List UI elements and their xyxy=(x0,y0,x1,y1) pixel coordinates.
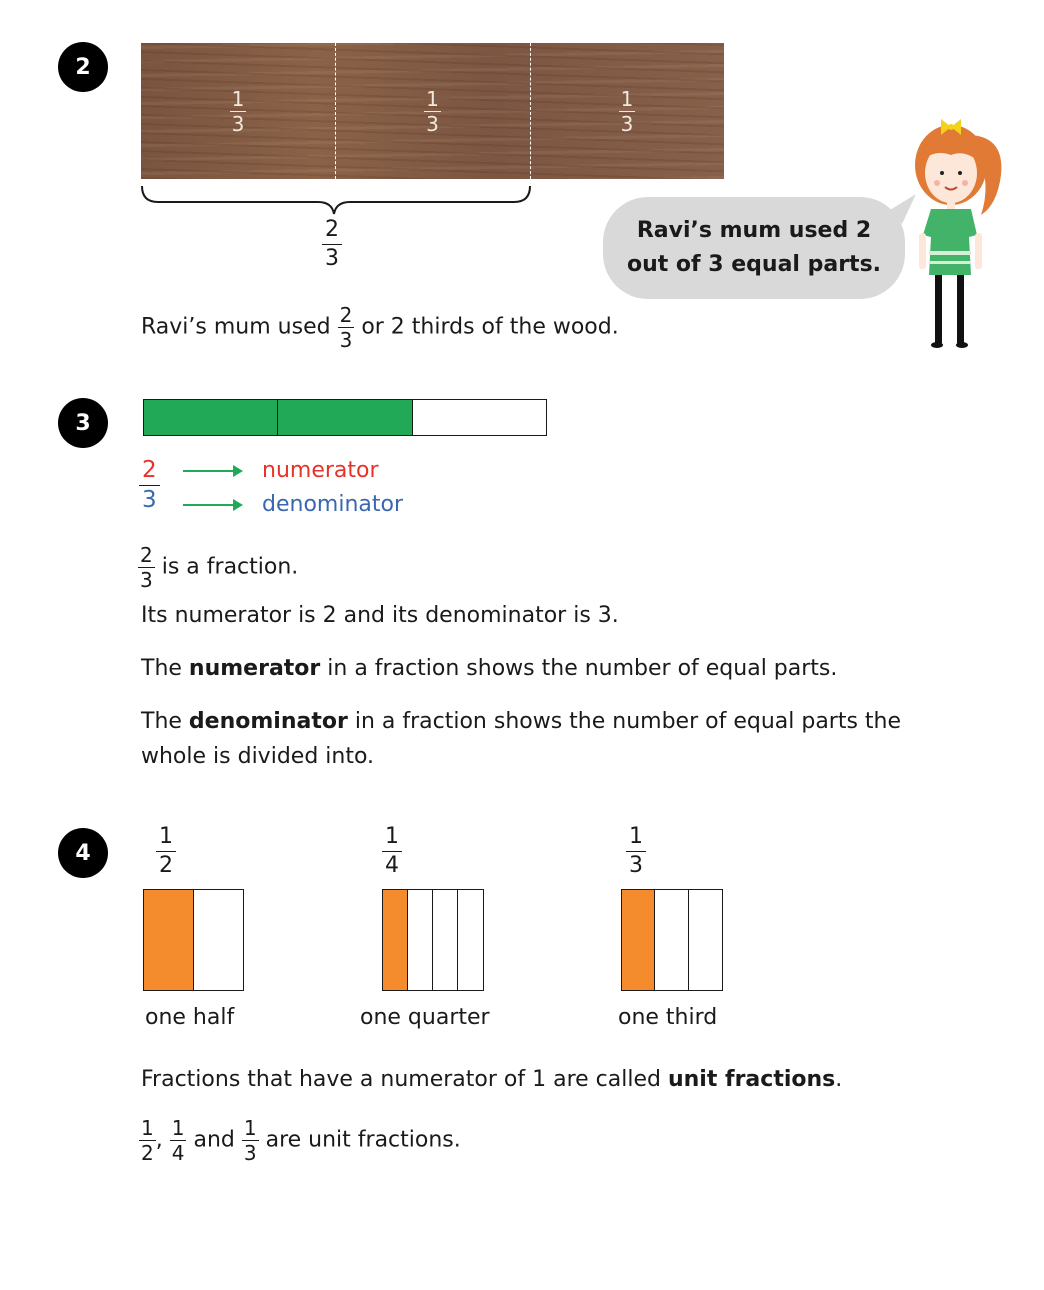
half-fraction: $\frac{1}{2}$ xyxy=(156,826,176,877)
quarter-label: one quarter xyxy=(360,1005,490,1030)
is-fraction-line: $\frac{2}{3}$ is a fraction. xyxy=(140,543,299,592)
unshaded-part xyxy=(655,890,688,990)
denominator-arrow xyxy=(183,504,233,506)
unit-fractions-definition: Fractions that have a numerator of 1 are called unit fractions. xyxy=(141,1067,843,1092)
brace-fraction: $\frac{2}{3}$ xyxy=(322,219,342,270)
numerator-value: 2 xyxy=(139,459,160,486)
ravi-sentence: Ravi’s mum used $\frac{2}{3}$ or 2 thirds of the wood. xyxy=(141,303,619,352)
third-bar xyxy=(621,889,723,991)
unit-fractions-examples: $\frac{1}{2}$ , $\frac{1}{4}$ and $\frac{1}{3}$ are unit fractions. xyxy=(141,1116,461,1165)
shaded-part xyxy=(383,890,408,990)
half-label: one half xyxy=(145,1005,235,1030)
speech-bubble: Ravi’s mum used 2 out of 3 equal parts. xyxy=(603,197,905,299)
denominator-value: 3 xyxy=(142,487,157,513)
numerator-denominator-fraction xyxy=(139,459,160,512)
girl-illustration xyxy=(905,115,1015,355)
half-bar xyxy=(143,889,244,991)
two-thirds-fraction: $\frac{2}{3}$ xyxy=(140,543,153,592)
step-badge-3: 3 xyxy=(58,398,108,448)
two-thirds-bar xyxy=(143,399,547,436)
example-third: $\frac{1}{3}$ xyxy=(243,1116,257,1165)
unshaded-part xyxy=(458,890,483,990)
its-numerator-line: Its numerator is 2 and its denominator is 3. xyxy=(141,603,619,628)
wood-fraction-2: $\frac{1}{3}$ xyxy=(426,86,439,136)
shaded-part xyxy=(144,400,278,435)
wood-fraction-3: $\frac{1}{3}$ xyxy=(620,86,634,136)
quarter-fraction: $\frac{1}{4}$ xyxy=(382,826,402,877)
denominator-arrow-head xyxy=(233,499,243,511)
wood-part-1 xyxy=(141,43,335,179)
unshaded-part xyxy=(433,890,458,990)
wood-plank xyxy=(141,43,724,179)
unshaded-part xyxy=(689,890,722,990)
unshaded-part xyxy=(408,890,433,990)
numerator-label: numerator xyxy=(262,458,379,483)
denominator-label: denominator xyxy=(262,492,404,517)
unshaded-part xyxy=(194,890,244,990)
quarter-bar xyxy=(382,889,484,991)
shaded-part xyxy=(278,400,412,435)
unshaded-part xyxy=(413,400,546,435)
example-half: $\frac{1}{2}$ xyxy=(141,1116,154,1165)
shaded-part xyxy=(622,890,655,990)
step-badge-4: 4 xyxy=(58,828,108,878)
wood-part-3 xyxy=(530,43,724,179)
example-quarter: $\frac{1}{4}$ xyxy=(171,1116,185,1165)
denominator-definition-cont: whole is divided into. xyxy=(141,744,375,769)
wood-fraction-1: $\frac{1}{3}$ xyxy=(231,86,245,136)
numerator-arrow-head xyxy=(233,465,243,477)
numerator-arrow xyxy=(183,470,233,472)
curly-brace xyxy=(136,180,536,220)
step-badge-2: 2 xyxy=(58,42,108,92)
numerator-definition: The numerator in a fraction shows the number of equal parts. xyxy=(141,656,838,681)
third-label: one third xyxy=(618,1005,718,1030)
wood-part-2 xyxy=(335,43,530,179)
shaded-part xyxy=(144,890,194,990)
ravi-fraction: $\frac{2}{3}$ xyxy=(339,303,353,352)
third-fraction: $\frac{1}{3}$ xyxy=(626,826,646,877)
denominator-definition: The denominator in a fraction shows the number of equal parts the xyxy=(141,709,902,734)
